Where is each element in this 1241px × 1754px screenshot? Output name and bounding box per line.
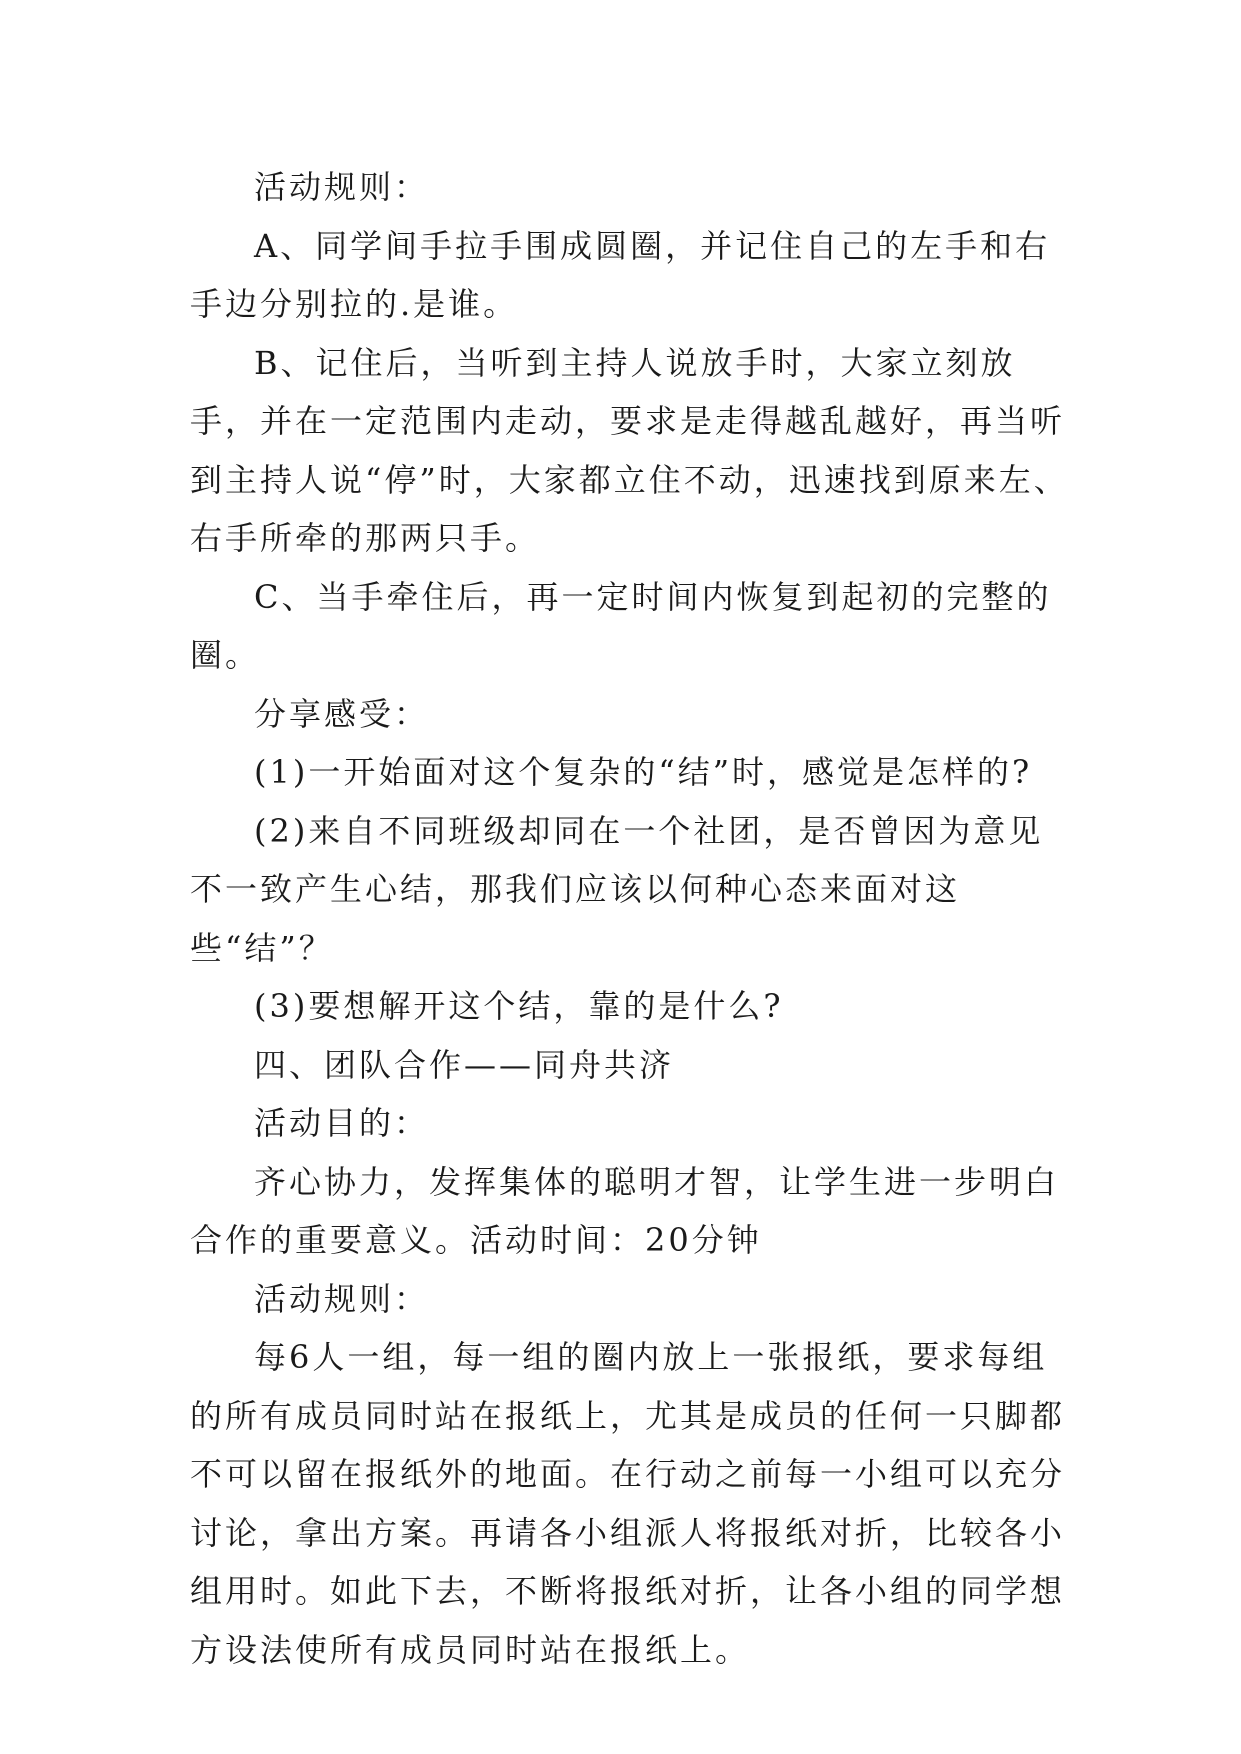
paragraph-rule-b: B、记住后，当听到主持人说放手时，大家立刻放手，并在一定范围内走动，要求是走得越乱越好，再当听到主持人说“停”时，大家都立住不动，迅速找到原来左、右手所牵的那两只手。 <box>190 343 1069 557</box>
document-body <box>190 158 1070 1679</box>
paragraph-rule-a: A、同学间手拉手围成圆圈，并记住自己的左手和右手边分别拉的.是谁。 <box>190 226 1051 323</box>
paragraph-rule-c: C、当手牵住后，再一定时间内恢复到起初的完整的圈。 <box>190 577 1052 674</box>
paragraph-rules-detail: 每6人一组，每一组的圈内放上一张报纸，要求每组的所有成员同时站在报纸上，尤其是成员的任何一只脚都不可以留在报纸外的地面。在行动之前每一小组可以充分讨论，拿出方案。再请各小组派人将报纸对折，比较各小组用时。如此下去，不断将报纸对折，让各小组的同学想方设法使所有成员同时站在报纸上。 <box>190 1338 1066 1669</box>
paragraph-question-3: (3)要想解开这个结，靠的是什么? <box>254 987 784 1025</box>
paragraph-purpose-heading: 活动目的： <box>254 1104 430 1142</box>
paragraph-purpose: 齐心协力，发挥集体的聪明才智，让学生进一步明白合作的重要意义。活动时间：20分钟 <box>190 1162 1060 1259</box>
paragraph-rules-heading-1: 活动规则： <box>254 168 430 206</box>
paragraph-question-1: (1)一开始面对这个复杂的“结”时，感觉是怎样的? <box>254 753 1033 791</box>
paragraph-share-heading: 分享感受： <box>254 694 430 733</box>
section-heading-teamwork: 四、团队合作——同舟共济 <box>254 1045 675 1084</box>
paragraph-rules-heading-2: 活动规则： <box>254 1279 430 1318</box>
paragraph-question-2: (2)来自不同班级却同在一个社团，是否曾因为意见不一致产生心结，那我们应该以何种心态来面对这些“结”？ <box>190 811 1044 967</box>
